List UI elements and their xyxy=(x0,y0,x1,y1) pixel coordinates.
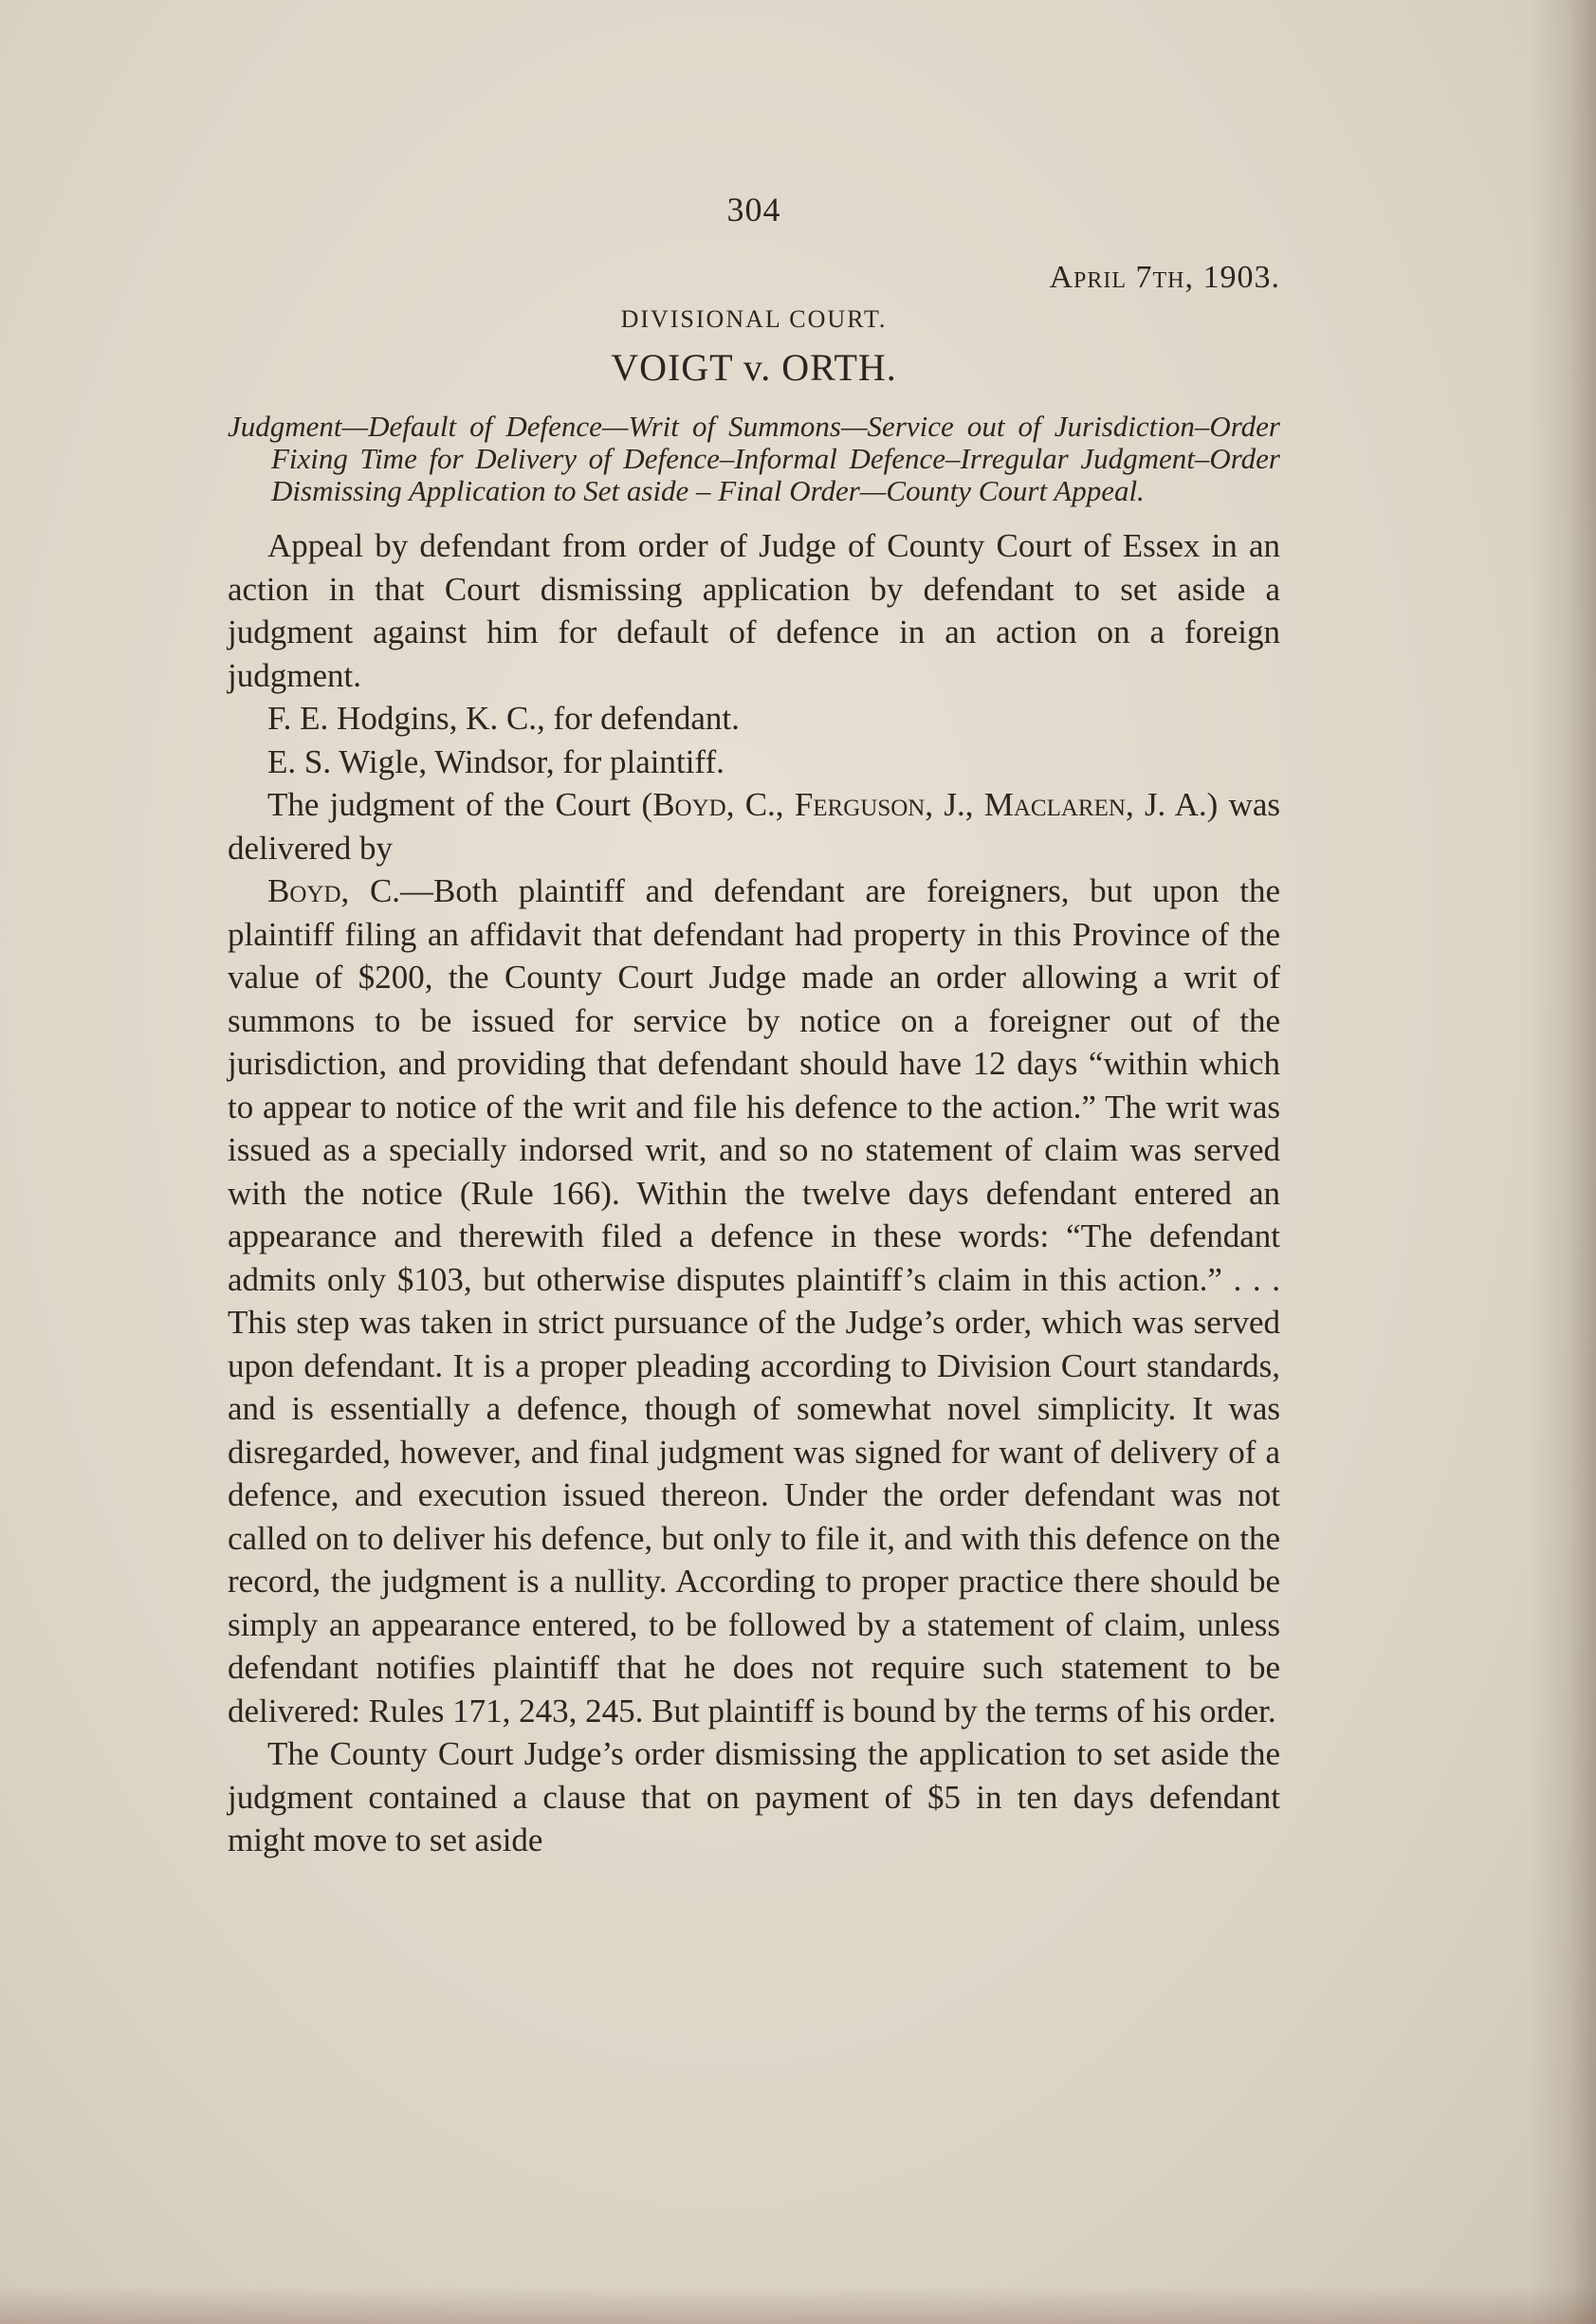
case-title: VOIGT v. ORTH. xyxy=(611,346,897,389)
page-number: 304 xyxy=(726,191,781,229)
page-bottom-edge xyxy=(0,2286,1596,2324)
judgment-date: April 7th, 1903. xyxy=(1049,260,1280,295)
counsel-defendant: F. E. Hodgins, K. C., for defendant. xyxy=(267,700,740,737)
final-paragraph: The County Court Judge’s order dismissing the application to set aside the judgment contained a clause that on payment of $5 in ten days defendant might move to set aside xyxy=(228,1735,1280,1858)
judgment-intro-text-3: , J., xyxy=(925,786,984,823)
judge-maclaren: Maclaren xyxy=(983,786,1126,823)
judge-boyd: Boyd xyxy=(652,786,726,823)
judgment-intro-text-2: , C., xyxy=(725,786,795,823)
appeal-paragraph: Appeal by defendant from order of Judge of County Court of Essex in an action in that Court dismissing application by defendant to set aside a judgment against him for default of defence in an action on a foreign judgment. xyxy=(228,527,1280,694)
boyd-judgment-text: , C.—Both plaintiff and defendant are foreigners, but upon the plaintiff filing an affidavit that defendant had property in this Province of the value of $200, the County Court Judge made an order allowing a writ of summons to be issued for service by notice on a foreigner out of the jurisdiction, and providing that defendant should have 12 days “within which to appear to notice of the writ and file his defence to the action.” The writ was issued as a specially indorsed writ, and so no statement of claim was served with the notice (Rule 166). Within the twelve days defendant entered an appearance and therewith filed a defence in these words: “The defendant admits only $103, but otherwise disputes plaintiff’s claim in this action.” . . . This step was taken in strict pursuance of the Judge’s order, which was served upon defendant. It is a proper pleading according to Division Court standards, and is essentially a defence, though of somewhat novel simplicity. It was disregarded, however, and final judgment was signed for want of delivery of a defence, and execution issued thereon. Under the order defendant was not called on to deliver his defence, but only to file it, and with this defence on the record, the judgment is a nullity. According to proper practice there should be simply an appearance entered, to be followed by a statement of claim, unless defendant notifies plaintiff that he does not require such statement to be delivered: Rules 171, 243, 245. But plaintiff is bound by the terms of his order. xyxy=(228,872,1280,1729)
counsel-plaintiff: E. S. Wigle, Windsor, for plaintiff. xyxy=(267,742,725,780)
headnote: Judgment—Default of Defence—Writ of Summons—Service out of Jurisdiction–Order Fixing Time for Delivery of Defence–Informal Defence–Irregular Judgment–Order Dismissing Application to Set aside – Final Order—County Court Appeal. xyxy=(228,410,1280,507)
judge-ferguson: Ferguson xyxy=(794,786,926,823)
court-heading: DIVISIONAL COURT. xyxy=(620,305,888,333)
boyd-judgment-paragraph xyxy=(228,869,1280,1732)
judgment-intro xyxy=(228,783,1280,869)
page-edge-shadow xyxy=(1530,0,1596,2324)
boyd-name: Boyd xyxy=(267,872,341,909)
page-content xyxy=(228,190,1280,1862)
judgment-intro-text-1: The judgment of the Court ( xyxy=(267,786,653,823)
judgment-intro-text-4: , J. A.) was delivered by xyxy=(228,786,1280,867)
